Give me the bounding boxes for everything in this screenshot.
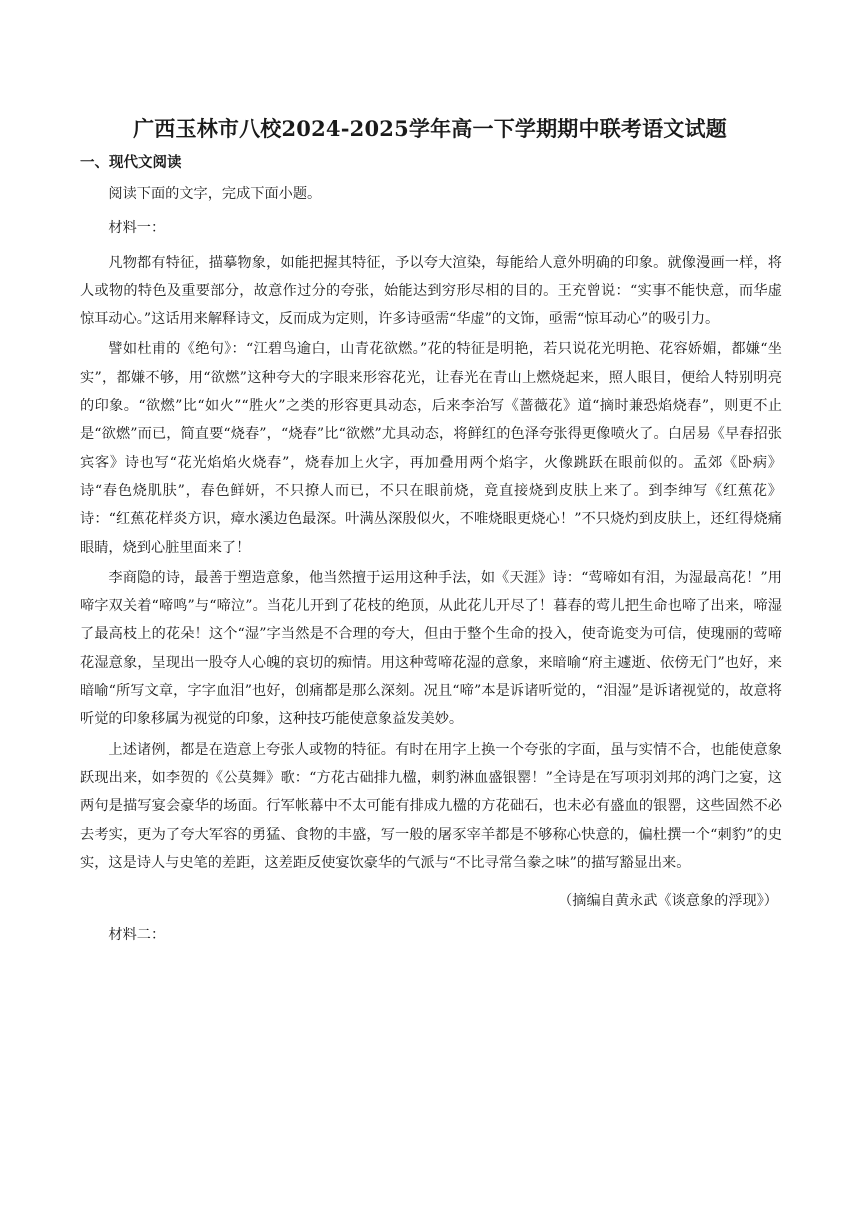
paragraph: 譬如杜甫的《绝句》：“江碧鸟逾白，山青花欲燃。”花的特征是明艳，若只说花光明艳、花容娇媚，都嫌“坐实”，都嫌不够，用“欲燃”这种夸大的字眼来形容花光，让春光在青山上燃烧起来，照人眼目，便给人特别明亮的印象。“欲燃”比“如火”“胜火”之类的形容更具动态，后来李治写《蔷薇花》道“摘时兼恐焰烧春”，则更不止是“欲燃”而已，简直要“烧春”，“烧春”比“欲燃”尤具动态，将鲜红的色泽夸张得更像喷火了。白居易《早春招张宾客》诗也写“花光焰焰火烧春”，烧春加上火字，再加叠用两个焰字，火像跳跃在眼前似的。孟郊《卧病》诗“春色烧肌肤”，春色鲜妍，不只撩人而已，不只在眼前烧，竟直接烧到皮肤上来了。到李绅写《红蕉花》诗：“红蕉花样炎方识，瘴水溪边色最深。叶满丛深殷似火，不唯烧眼更烧心！”不只烧灼到皮肤上，还红得烧痛眼睛，烧到心脏里面来了！ <box>80 341 782 556</box>
source-citation: （摘编自黄永武《谈意象的浮现》） <box>558 893 778 910</box>
paragraph: 上述诸例，都是在造意上夸张人或物的特征。有时在用字上换一个夸张的字面，虽与实情不合，也能使意象跃现出来，如李贺的《公莫舞》歌：“方花古础排九楹，刺豹淋血盛银罂！”全诗是在写项羽刘邦的鸿门之宴，这两句是描写宴会豪华的场面。行军帐幕中不太可能有排成九楹的方花础石，也未必有盛血的银罂，这些固然不必去考实，更为了夸大军容的勇猛、食物的丰盛，写一般的屠豕宰羊都是不够称心快意的，偏杜撰一个“刺豹”的史实，这是诗人与史笔的差距，这差距反使宴饮豪华的气派与“不比寻常刍豢之味”的描写豁显出来。 <box>80 741 782 871</box>
paragraph: 李商隐的诗，最善于塑造意象，他当然擅于运用这种手法，如《天涯》诗：“莺啼如有泪，为湿最高花！”用啼字双关着“啼鸣”与“啼泣”。当花儿开到了花枝的绝顶，从此花儿开尽了！暮春的莺儿把生命也啼了出来，啼湿了最高枝上的花朵！这个“湿”字当然是不合理的夸大，但由于整个生命的投入，使奇诡变为可信，使瑰丽的莺啼花湿意象，呈现出一股夺人心魄的哀切的痴情。用这种莺啼花湿的意象，来暗喻“府主遽逝、依傍无门”也好，来暗喻“所写文章，字字血泪”也好，创痛都是那么深刻。况且“啼”本是诉诸听觉的，“泪湿”是诉诸视觉的，故意将听觉的印象移属为视觉的印象，这种技巧能使意象益发美妙。 <box>80 569 782 728</box>
document-body <box>80 180 782 950</box>
material-two-label: 材料二： <box>108 927 166 944</box>
material-one-label: 材料一： <box>108 220 166 237</box>
document-title: 广西玉林市八校2024-2025学年高一下学期期中联考语文试题 <box>133 116 727 141</box>
paragraph: 凡物都有特征，描摹物象，如能把握其特征，予以夸大渲染，每能给人意外明确的印象。就像漫画一样，将人或物的特色及重要部分，故意作过分的夸张，始能达到穷形尽相的目的。王充曾说：“实事不能快意，而华虚惊耳动心。”这话用来解释诗文，反而成为定则，许多诗亟需“华虚”的文饰，亟需“惊耳动心”的吸引力。 <box>80 254 782 328</box>
section-heading: 一、现代文阅读 <box>80 155 182 171</box>
instruction-text: 阅读下面的文字，完成下面小题。 <box>108 186 322 202</box>
